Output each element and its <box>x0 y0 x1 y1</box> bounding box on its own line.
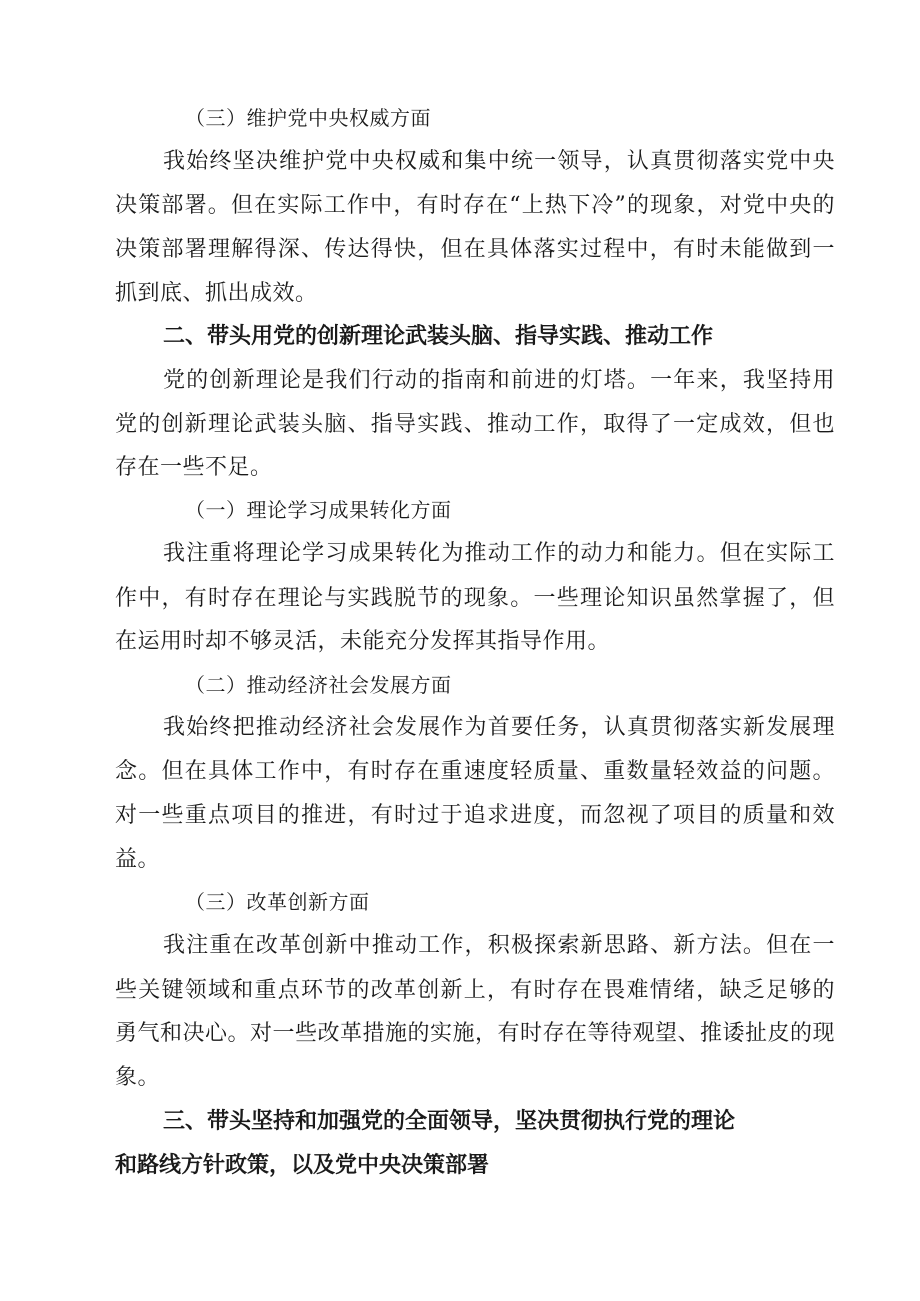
paragraph-line: 决策部署理解得深、传达得快，但在具体落实过程中，有时未能做到一 <box>115 237 835 262</box>
paragraph-line: 在运用时却不够灵活，未能充分发挥其指导作用。 <box>115 629 611 654</box>
paragraph-line: 党的创新理论武装头脑、指导实践、推动工作，取得了一定成效，但也 <box>115 412 835 437</box>
paragraph-line: 些关键领域和重点环节的改革创新上，有时存在畏难情绪，缺乏足够的 <box>115 978 835 1003</box>
paragraph-line: 决策部署。但在实际工作中，有时存在“上热下冷”的现象，对党中央的 <box>115 193 835 218</box>
paragraph-line: 象。 <box>115 1065 161 1090</box>
paragraph-line: 我注重将理论学习成果转化为推动工作的动力和能力。但在实际工 <box>163 541 835 566</box>
paragraph-line: 我始终坚决维护党中央权威和集中统一领导，认真贯彻落实党中央 <box>163 149 835 174</box>
section-heading-two: 二、带头用党的创新理论武装头脑、指导实践、推动工作 <box>163 324 714 349</box>
paragraph-line: 存在一些不足。 <box>115 455 273 480</box>
paragraph-line: 作中，有时存在理论与实践脱节的现象。一些理论知识虽然掌握了，但 <box>115 586 835 611</box>
section-heading-three-continued: 和路线方针政策，以及党中央决策部署 <box>115 1153 490 1178</box>
paragraph-line: 勇气和决心。对一些改革措施的实施，有时存在等待观望、推诿扯皮的现 <box>115 1021 836 1046</box>
subheading-maintain-authority: （三）维护党中央权威方面 <box>185 106 431 130</box>
paragraph-line: 念。但在具体工作中，有时存在重速度轻质量、重数量轻效益的问题。 <box>115 759 835 784</box>
paragraph-line: 抓到底、抓出成效。 <box>115 281 318 306</box>
subheading-reform-innovation: （三）改革创新方面 <box>185 890 370 914</box>
paragraph-line: 党的创新理论是我们行动的指南和前进的灯塔。一年来，我坚持用 <box>163 368 835 393</box>
section-heading-three: 三、带头坚持和加强党的全面领导，坚决贯彻执行党的理论 <box>163 1109 736 1134</box>
subheading-theory-learning: （一）理论学习成果转化方面 <box>185 498 452 522</box>
paragraph-line: 对一些重点项目的推进，有时过于追求进度，而忽视了项目的质量和效 <box>115 803 835 828</box>
paragraph-line: 我注重在改革创新中推动工作，积极探索新思路、新方法。但在一 <box>163 933 835 958</box>
paragraph-line: 益。 <box>115 847 161 872</box>
paragraph-line: 我始终把推动经济社会发展作为首要任务，认真贯彻落实新发展理 <box>163 715 835 740</box>
subheading-economic-development: （二）推动经济社会发展方面 <box>185 673 452 697</box>
